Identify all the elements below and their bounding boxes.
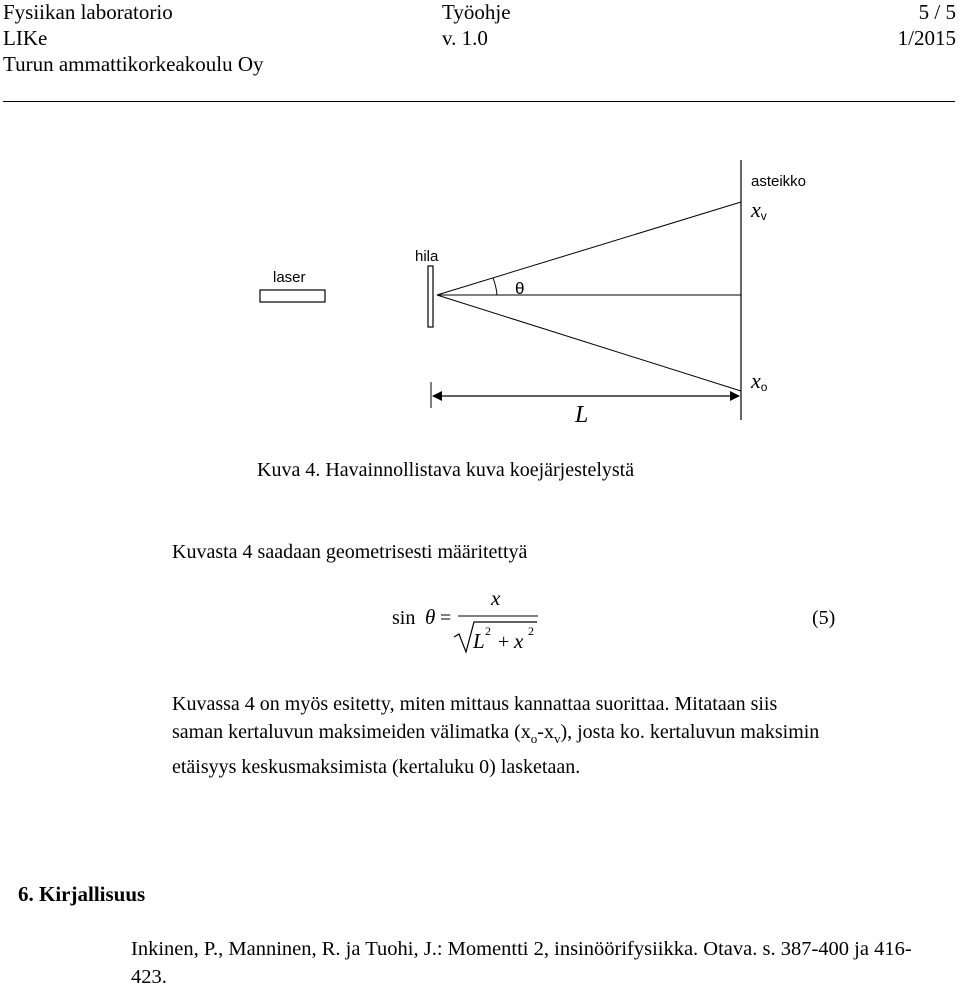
subscript-o: o [530,731,538,746]
subscript-v: v [553,731,561,746]
para-line-3: etäisyys keskusmaksimista (kertaluku 0) lasketaan. [172,756,581,778]
ray-upper [437,202,741,295]
eq-L: L [473,629,485,653]
para-line-2-c: ), josta ko. kertaluvun maksimin [560,721,820,743]
xv-label: xv [751,197,767,223]
equation-5 [380,585,860,660]
eq-theta: θ [425,605,436,629]
para-line-2 [172,718,952,753]
eq-sup-1: 2 [485,624,491,638]
grating-label: hila [415,248,439,265]
intro-text: Kuvasta 4 saadaan geometrisesti määritettyä [172,541,528,563]
para-line-1: Kuvassa 4 on myös esitetty, miten mittaus kannattaa suorittaa. Mitataan siis [172,693,778,715]
eq-x: x [514,629,524,653]
header-doc-type: Työohje [442,0,511,24]
theta-label: θ [515,279,525,298]
scale-label: asteikko [751,173,807,190]
angle-arc [493,278,497,295]
eq-equals: = [440,607,452,629]
reference-entry: Inkinen, P., Manninen, R. ja Tuohi, J.: Momentti 2, insinöörifysiikka. Otava. s. 387-400 ja 416-423. [131,938,912,988]
figure-caption: Kuva 4. Havainnollistava kuva koejärjestelystä [257,459,635,481]
ray-lower [437,295,741,391]
header-unit: LIKe [3,26,48,50]
xo-label: xo [751,368,768,394]
header-school: Turun ammattikorkeakoulu Oy [3,52,264,76]
header-page-number: 5 / 5 [918,0,956,24]
para-line-2-b: -x [537,721,554,743]
para-line-2-a: saman kertaluvun maksimeiden välimatka (x [172,721,531,743]
eq-sin: sin [392,607,416,629]
laser-body [260,290,325,302]
eq-numerator: x [491,586,501,610]
header-organization: Fysiikan laboratorio [3,0,173,24]
eq-sqrt-sign [454,622,537,652]
section-heading: 6. Kirjallisuus [18,882,146,906]
setup-diagram [0,140,960,450]
header-version: v. 1.0 [442,26,488,50]
distance-label: L [575,402,589,428]
header-divider [3,101,955,102]
eq-plus: + [498,631,510,653]
eq-sup-2: 2 [528,624,534,638]
explanation-paragraph [172,690,952,781]
grating [428,266,433,327]
header-date: 1/2015 [897,26,956,50]
eq-number: (5) [812,607,836,629]
laser-label: laser [273,269,306,286]
